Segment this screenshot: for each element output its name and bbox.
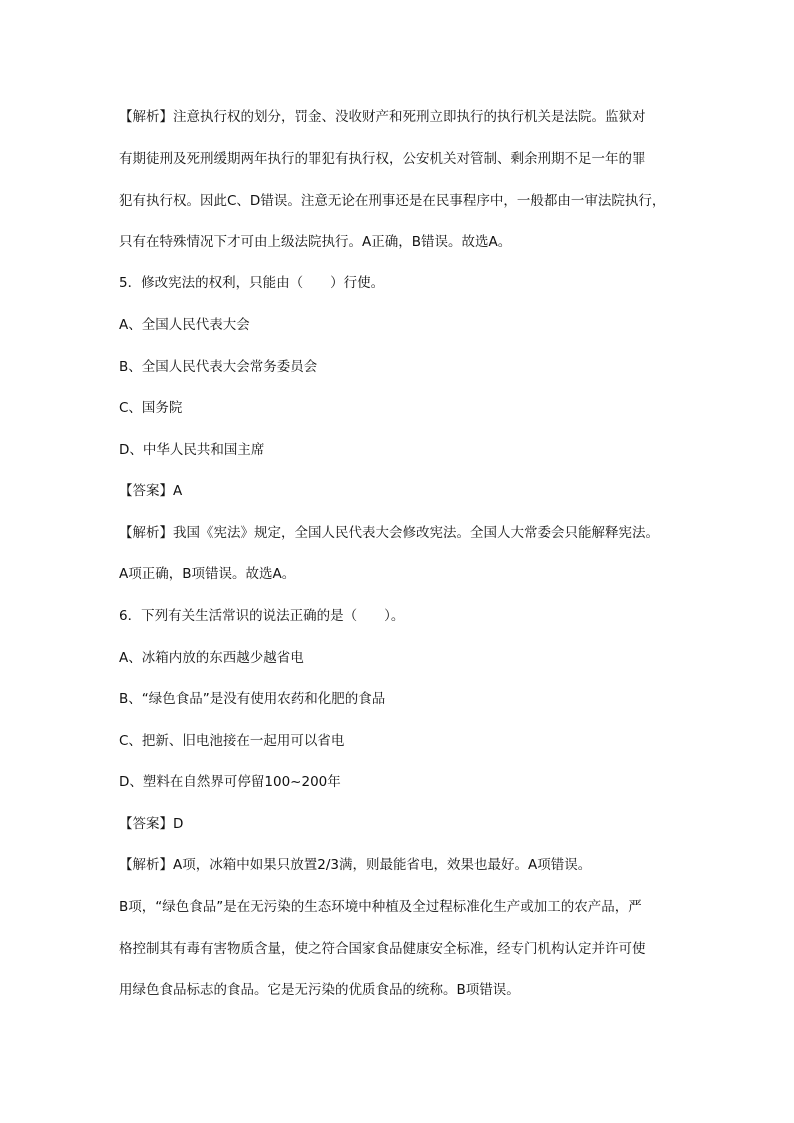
- question-6-analysis-line-2: B项，“绿色食品”是在无污染的生态环境中种植及全过程标准化生产或加工的农产品，严: [119, 899, 642, 915]
- question-5-option-a: A、全国人民代表大会: [119, 317, 250, 333]
- question-6-option-a: A、冰箱内放的东西越少越省电: [119, 650, 304, 666]
- question-6-stem: 6．下列有关生活常识的说法正确的是（ ）。: [119, 608, 405, 624]
- question-6-analysis-line-4: 用绿色食品标志的食品。它是无污染的优质食品的统称。B项错误。: [119, 982, 520, 998]
- analysis-paragraph-line-2: 有期徒刑及死刑缓期两年执行的罪犯有执行权，公安机关对管制、剩余刑期不足一年的罪: [119, 151, 646, 167]
- question-5-analysis-line-2: A项正确，B项错误。故选A。: [119, 566, 296, 582]
- question-5-stem: 5．修改宪法的权利，只能由（ ）行使。: [119, 275, 385, 291]
- analysis-paragraph-line-4: 只有在特殊情况下才可由上级法院执行。A正确，B错误。故选A。: [119, 234, 512, 250]
- question-6-option-d: D、塑料在自然界可停留100~200年: [119, 774, 341, 790]
- question-5-option-b: B、全国人民代表大会常务委员会: [119, 359, 318, 375]
- question-5-answer: 【答案】A: [119, 483, 183, 499]
- question-5-option-c: C、国务院: [119, 400, 183, 416]
- analysis-paragraph-line-1: 【解析】注意执行权的划分，罚金、没收财产和死刑立即执行的执行机关是法院。监狱对: [119, 109, 646, 125]
- question-6-option-c: C、把新、旧电池接在一起用可以省电: [119, 733, 345, 749]
- question-6-option-b: B、“绿色食品”是没有使用农药和化肥的食品: [119, 691, 386, 707]
- question-5-analysis-line-1: 【解析】我国《宪法》规定，全国人民代表大会修改宪法。全国人大常委会只能解释宪法。: [119, 525, 659, 541]
- question-6-analysis-line-3: 格控制其有毒有害物质含量，使之符合国家食品健康安全标准，经专门机构认定并许可使: [119, 941, 646, 957]
- question-6-analysis-line-1: 【解析】A项，冰箱中如果只放置2/3满，则最能省电，效果也最好。A项错误。: [119, 857, 592, 873]
- question-5-option-d: D、中华人民共和国主席: [119, 442, 265, 458]
- question-6-answer: 【答案】D: [119, 816, 184, 832]
- analysis-paragraph-line-3: 犯有执行权。因此C、D错误。注意无论在刑事还是在民事程序中，一般都由一审法院执行，: [119, 193, 666, 209]
